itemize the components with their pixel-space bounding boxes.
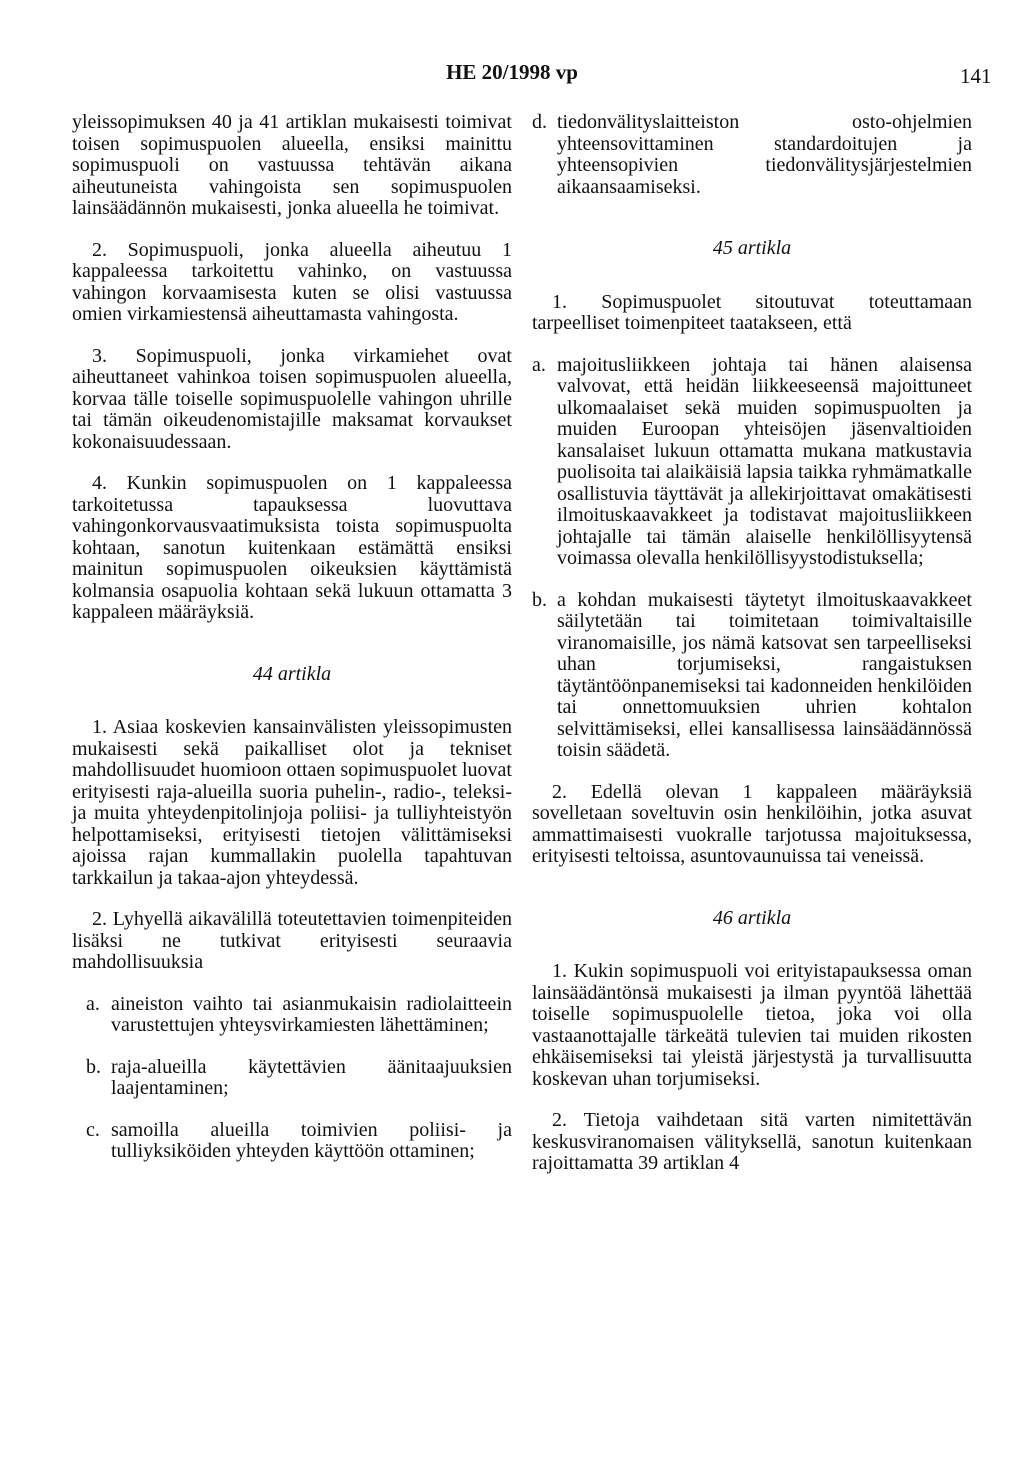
paragraph: 3. Sopimuspuoli, jonka virkamiehet ovat aiheuttaneet vahinkoa toisen sopimuspuolen alueella, korvaa tälle toiselle sopimuspuolelle vahingon uhrille tai tämän oikeudenomistajille maksamat korvaukset kokonaisuudessaan. xyxy=(72,344,512,453)
paragraph: 4. Kunkin sopimuspuolen on 1 kappaleessa tarkoitetussa tapauksessa luovuttava vahingonkorvausvaatimuksista toista sopimuspuolta kohtaan, sanotun kuitenkaan estämättä ensiksi mainitun sopimuspuolen oikeuksien käyttämistä kolmansia osapuolia kohtaan sekä lukuun ottamatta 3 kappaleen määräyksiä. xyxy=(72,472,512,623)
paragraph: 1. Kukin sopimuspuoli voi erityistapauksessa oman lainsäädäntönsä mukaisesti ja ilman pyyntöä lähettää toiselle sopimuspuolelle tietoa, joka voi olla vastaanottajalle tärkeätä tulevien tai muiden rikosten ehkäisemiseksi tai yleistä järjestystä ja turvallisuutta koskevan uhan torjumiseksi. xyxy=(532,960,972,1090)
list-item xyxy=(72,1120,512,1163)
article-heading-46: 46 artikla xyxy=(712,906,792,929)
list-item xyxy=(532,590,972,762)
list-marker: a. xyxy=(532,353,546,376)
document-header-title: HE 20/1998 vp xyxy=(446,60,578,84)
list-item xyxy=(532,112,972,198)
list-marker: a. xyxy=(86,992,100,1015)
paragraph: yleissopimuksen 40 ja 41 artiklan mukaisesti toimivat toisen sopimuspuolen alueella, ensiksi mainittu sopimuspuoli on vastuussa tehtävän aikana aiheutuneista vahingoista sen sopimuspuolen lainsäädännön mukaisesti, jonka alueella he toimivat. xyxy=(72,111,512,219)
list-item xyxy=(72,1057,512,1100)
list-marker: d. xyxy=(532,111,547,133)
paragraph: 2. Tietoja vaihdetaan sitä varten nimitettävän keskusviranomaisen välityksellä, sanotun kuitenkaan rajoittamatta 39 artiklan 4 xyxy=(532,1109,972,1174)
article-heading-45: 45 artikla xyxy=(712,237,792,259)
page-number: 141 xyxy=(960,64,992,88)
paragraph: 2. Edellä olevan 1 kappaleen määräyksiä sovelletaan soveltuvin osin henkilöihin, jotka asuvat ammattimaisesti vuokralle tarjotussa majoituksessa, erityisesti teltoissa, asuntovaunuissa tai veneissä. xyxy=(532,780,972,867)
paragraph: 2. Sopimuspuoli, jonka alueella aiheutuu 1 kappaleessa tarkoitettu vahinko, on vastuussa vahingon korvaamisesta kuten se olisi vastuussa omien virkamiestensä aiheuttamasta vahingosta. xyxy=(72,238,512,325)
paragraph: 2. Lyhyellä aikavälillä toteutettavien toimenpiteiden lisäksi ne tutkivat erityisesti seuraavia mahdollisuuksia xyxy=(72,908,512,973)
list-item-text: samoilla alueilla toimivien poliisi- ja tulliyksiköiden yhteyden käyttöön ottaminen; xyxy=(111,1118,512,1162)
list-marker: b. xyxy=(532,588,547,611)
left-column xyxy=(72,112,512,1183)
paragraph: 1. Asiaa koskevien kansainvälisten yleissopimusten mukaisesti sekä paikalliset olot ja tekniset mahdollisuudet huomioon ottaen sopimuspuolet luovat erityisesti raja-alueilla suoria puhelin-, radio-, teleksi- ja muita yhteydenpitolinjoja poliisi- ja tulliyhteistyön helpottamiseksi, erityisesti tietojen välittämiseksi ajoissa rajan kummallakin puolella tapahtuvan tarkkailun ja takaa-ajon yhteydessä. xyxy=(72,716,512,889)
article-heading-44: 44 artikla xyxy=(252,662,332,685)
list-marker: b. xyxy=(86,1055,101,1078)
list-item-text: aineiston vaihto tai asianmukaisin radiolaitteein varustettujen yhteysvirkamiesten lähettäminen; xyxy=(111,992,512,1036)
list-item-text: majoitusliikkeen johtaja tai hänen alaisensa valvovat, että heidän liikkeeseensä majoittuneet ulkomaalaiset sekä muiden sopimuspuolten ja muiden Euroopan yhteisöjen jäsenvaltioiden kansalaiset lukuun ottamatta mukana matkustavia puolisoita tai alaikäisiä lapsia taikka ryhmämatkalle osallistuvia täyttävät ja allekirjoittavat omakätisesti ilmoituskaavakkeet ja todistavat majoitusliikkeen johtajalle tai tämän alaiselle henkilöllisyytensä voimassa olevalla henkilöllisyystodistuksella; xyxy=(557,353,972,569)
right-column xyxy=(532,112,972,1195)
list-item-text: tiedonvälityslaitteiston osto-ohjelmien yhteensovittaminen standardoitujen ja yhteensopivien tiedonvälitysjärjestelmien aikaansaamiseksi. xyxy=(557,111,972,198)
list-item-text: a kohdan mukaisesti täytetyt ilmoituskaavakkeet säilytetään tai toimitetaan toimivaltaisille viranomaisille, jos nämä katsovat sen tarpeelliseksi uhan torjumiseksi, rangaistuksen täytäntöönpanemiseksi tai kadonneiden henkilöiden tai onnettomuuksien uhrien kohtalon selvittämiseksi, ellei kansallisessa lainsäädännössä toisin säädetä. xyxy=(557,588,972,761)
list-marker: c. xyxy=(86,1118,100,1141)
list-item xyxy=(532,355,972,570)
list-item xyxy=(72,994,512,1037)
paragraph: 1. Sopimuspuolet sitoutuvat toteuttamaan tarpeelliset toimenpiteet taatakseen, että xyxy=(532,290,972,334)
list-item-text: raja-alueilla käytettävien äänitaajuuksien laajentaminen; xyxy=(111,1055,512,1099)
